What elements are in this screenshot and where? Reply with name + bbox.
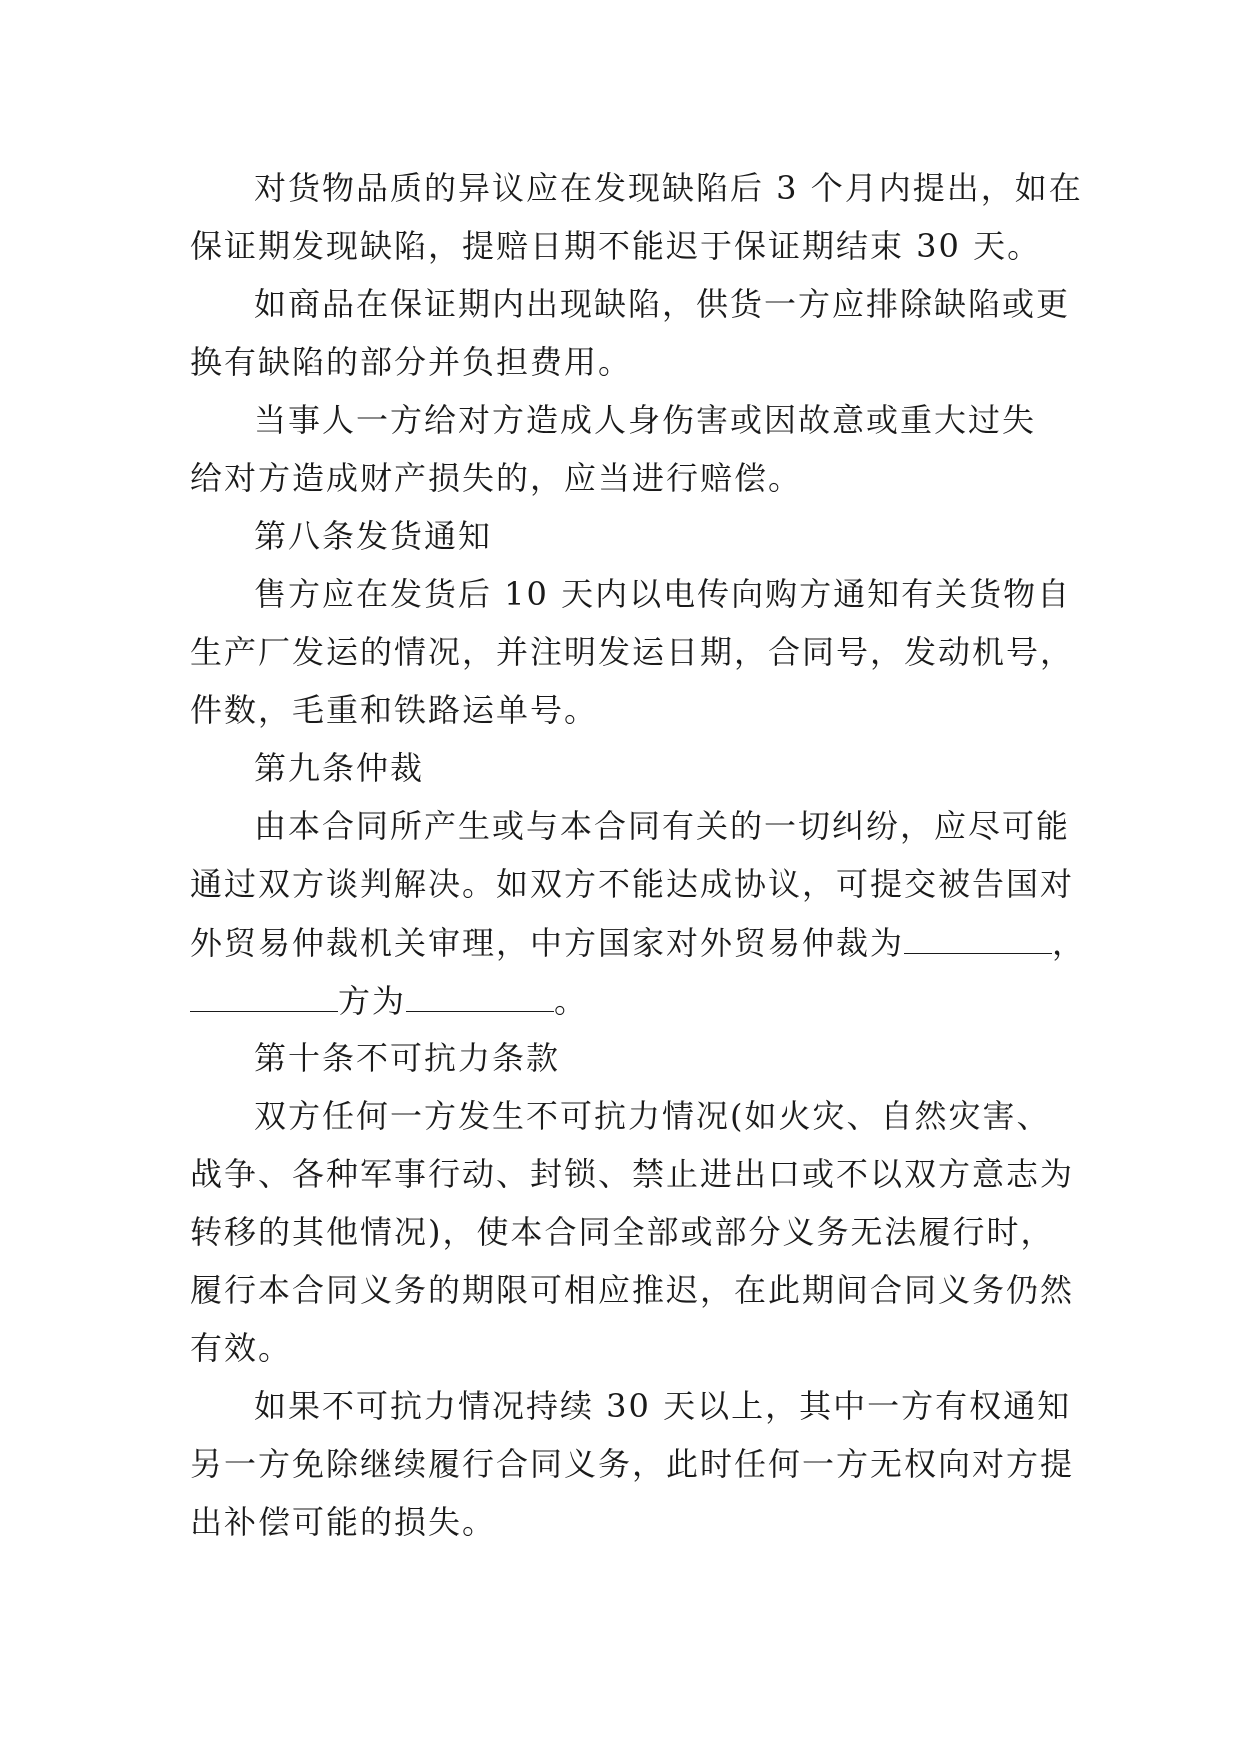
paragraph-line: 生产厂发运的情况，并注明发运日期，合同号，发动机号，	[190, 633, 1075, 671]
paragraph-line: 出补偿可能的损失。	[190, 1503, 497, 1541]
contract-body	[190, 159, 1087, 1551]
section-heading: 第十条不可抗力条款	[254, 1039, 561, 1077]
paragraph-line: 双方任何一方发生不可抗力情况(如火灾、自然灾害、	[254, 1097, 1051, 1135]
paragraph-line: 有效。	[190, 1329, 293, 1367]
fill-in-blank	[406, 971, 554, 1012]
paragraph-line: 件数，毛重和铁路运单号。	[190, 691, 599, 729]
paragraph-line: 对货物品质的异议应在发现缺陷后 3 个月内提出，如在	[254, 169, 1083, 207]
paragraph-line: 如果不可抗力情况持续 30 天以上，其中一方有权通知	[254, 1387, 1072, 1425]
paragraph-line: 战争、各种军事行动、封锁、禁止进出口或不以双方意志为	[190, 1155, 1075, 1193]
fill-in-blank	[190, 971, 338, 1012]
paragraph-line: 售方应在发货后 10 天内以电传向购方通知有关货物自	[254, 575, 1072, 613]
paragraph-line: 另一方免除继续履行合同义务，此时任何一方无权向对方提	[190, 1445, 1075, 1483]
line-punctuation: 。	[554, 982, 589, 1020]
paragraph-line: 保证期发现缺陷，提赔日期不能迟于保证期结束 30 天。	[190, 227, 1042, 265]
paragraph-line-with-blank	[190, 913, 1087, 971]
paragraph-line: 通过双方谈判解决。如双方不能达成协议，可提交被告国对	[190, 865, 1075, 903]
paragraph-line: 履行本合同义务的期限可相应推迟，在此期间合同义务仍然	[190, 1271, 1075, 1309]
paragraph-line: 由本合同所产生或与本合同有关的一切纠纷，应尽可能	[254, 807, 1071, 845]
paragraph-line: 当事人一方给对方造成人身伤害或因故意或重大过失	[254, 401, 1037, 439]
section-heading: 第八条发货通知	[254, 517, 493, 555]
paragraph-line-with-blank	[190, 971, 1060, 1029]
fill-in-blank	[904, 913, 1052, 954]
paragraph-line: 如商品在保证期内出现缺陷，供货一方应排除缺陷或更	[254, 285, 1071, 323]
line-text: 方为	[338, 982, 407, 1020]
paragraph-line: 给对方造成财产损失的，应当进行赔偿。	[190, 459, 803, 497]
line-punctuation: ，	[1052, 924, 1087, 962]
paragraph-line: 转移的其他情况)，使本合同全部或部分义务无法履行时，	[190, 1213, 1055, 1251]
line-text: 外贸易仲裁机关审理，中方国家对外贸易仲裁为	[190, 924, 905, 962]
section-heading: 第九条仲裁	[254, 749, 425, 787]
paragraph-line: 换有缺陷的部分并负担费用。	[190, 343, 633, 381]
